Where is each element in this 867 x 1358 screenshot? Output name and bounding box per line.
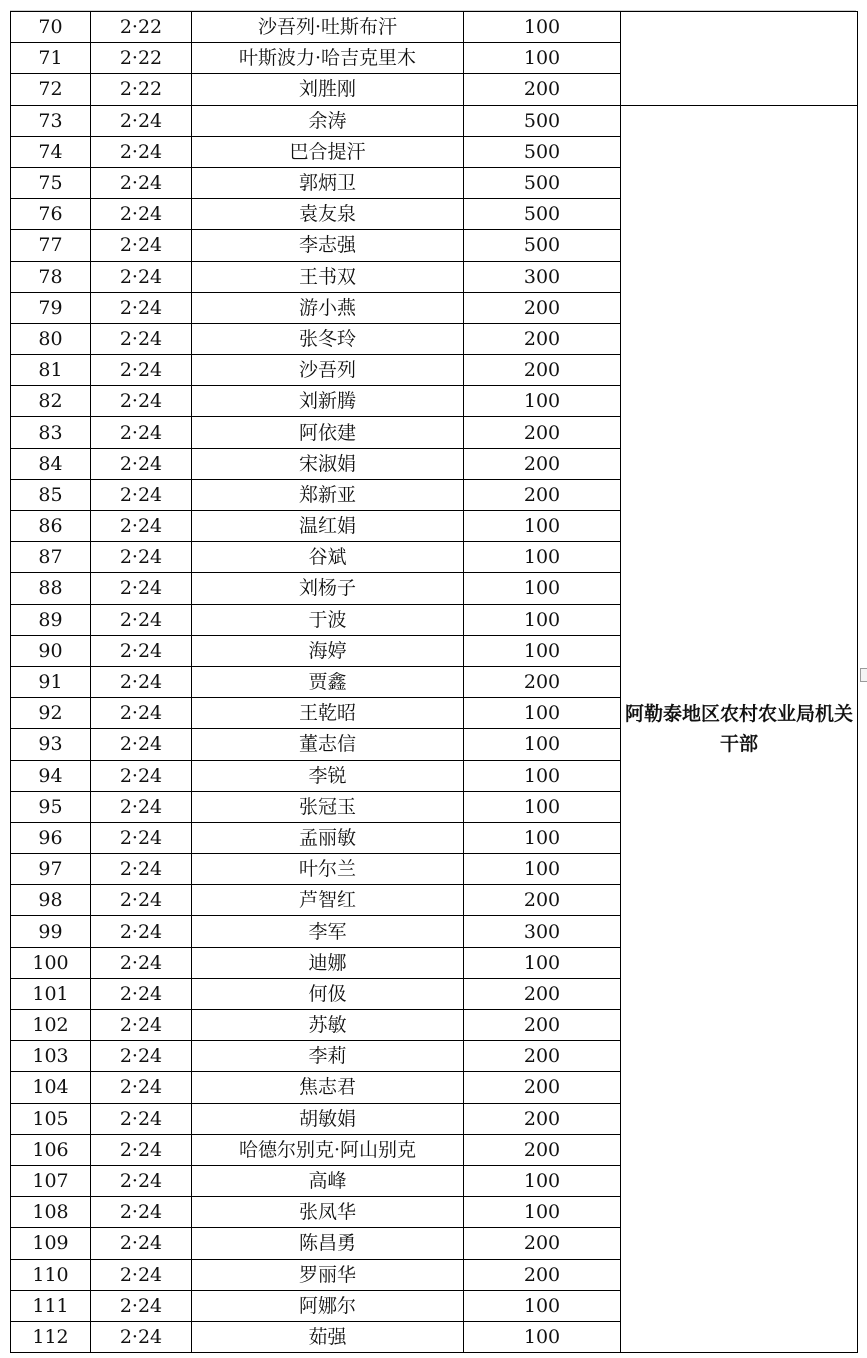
row-number: 88 — [11, 573, 91, 604]
row-name: 刘杨子 — [192, 573, 464, 604]
row-amount: 200 — [464, 74, 621, 105]
row-name: 郭炳卫 — [192, 167, 464, 198]
row-name: 谷斌 — [192, 542, 464, 573]
row-date: 2·24 — [91, 822, 192, 853]
row-amount: 100 — [464, 729, 621, 760]
row-amount: 100 — [464, 573, 621, 604]
row-name: 袁友泉 — [192, 199, 464, 230]
row-amount: 100 — [464, 604, 621, 635]
row-number: 87 — [11, 542, 91, 573]
row-date: 2·22 — [91, 43, 192, 74]
group-department — [621, 12, 858, 106]
row-name: 张冠玉 — [192, 791, 464, 822]
row-name: 高峰 — [192, 1165, 464, 1196]
row-date: 2·24 — [91, 261, 192, 292]
row-amount: 200 — [464, 448, 621, 479]
row-number: 112 — [11, 1321, 91, 1352]
row-date: 2·24 — [91, 1041, 192, 1072]
row-amount: 200 — [464, 885, 621, 916]
row-date: 2·24 — [91, 1165, 192, 1196]
row-amount: 500 — [464, 167, 621, 198]
table-row — [11, 12, 858, 43]
row-number: 71 — [11, 43, 91, 74]
row-number: 70 — [11, 12, 91, 43]
row-number: 77 — [11, 230, 91, 261]
row-date: 2·24 — [91, 916, 192, 947]
donation-table-body — [11, 12, 858, 1353]
row-name: 巴合提汗 — [192, 136, 464, 167]
row-number: 78 — [11, 261, 91, 292]
row-number: 73 — [11, 105, 91, 136]
row-date: 2·24 — [91, 417, 192, 448]
row-number: 98 — [11, 885, 91, 916]
row-number: 104 — [11, 1072, 91, 1103]
row-amount: 200 — [464, 417, 621, 448]
row-amount: 500 — [464, 136, 621, 167]
row-name: 李锐 — [192, 760, 464, 791]
row-amount: 300 — [464, 261, 621, 292]
row-name: 沙吾列·吐斯布汗 — [192, 12, 464, 43]
row-name: 迪娜 — [192, 947, 464, 978]
row-name: 哈德尔别克·阿山别克 — [192, 1134, 464, 1165]
row-name: 阿娜尔 — [192, 1290, 464, 1321]
row-number: 95 — [11, 791, 91, 822]
donation-table — [10, 11, 858, 1353]
row-name: 王乾昭 — [192, 698, 464, 729]
row-date: 2·22 — [91, 74, 192, 105]
row-number: 83 — [11, 417, 91, 448]
row-name: 贾鑫 — [192, 666, 464, 697]
row-number: 72 — [11, 74, 91, 105]
row-name: 李军 — [192, 916, 464, 947]
row-number: 101 — [11, 978, 91, 1009]
row-amount: 500 — [464, 230, 621, 261]
row-name: 茹强 — [192, 1321, 464, 1352]
row-amount: 200 — [464, 1103, 621, 1134]
row-date: 2·24 — [91, 136, 192, 167]
row-date: 2·24 — [91, 760, 192, 791]
row-date: 2·24 — [91, 292, 192, 323]
row-date: 2·24 — [91, 698, 192, 729]
row-amount: 200 — [464, 1259, 621, 1290]
row-name: 芦智红 — [192, 885, 464, 916]
row-amount: 200 — [464, 1041, 621, 1072]
row-date: 2·24 — [91, 791, 192, 822]
row-date: 2·24 — [91, 199, 192, 230]
row-date: 2·24 — [91, 323, 192, 354]
row-number: 81 — [11, 355, 91, 386]
row-amount: 100 — [464, 542, 621, 573]
row-name: 焦志君 — [192, 1072, 464, 1103]
row-name: 罗丽华 — [192, 1259, 464, 1290]
table-row — [11, 105, 858, 136]
row-number: 86 — [11, 511, 91, 542]
row-date: 2·24 — [91, 167, 192, 198]
row-number: 99 — [11, 916, 91, 947]
row-number: 80 — [11, 323, 91, 354]
row-amount: 200 — [464, 978, 621, 1009]
row-amount: 100 — [464, 698, 621, 729]
row-number: 93 — [11, 729, 91, 760]
row-name: 余涛 — [192, 105, 464, 136]
row-number: 105 — [11, 1103, 91, 1134]
row-name: 叶尔兰 — [192, 854, 464, 885]
row-amount: 100 — [464, 1165, 621, 1196]
row-amount: 100 — [464, 43, 621, 74]
row-date: 2·24 — [91, 1072, 192, 1103]
row-name: 孟丽敏 — [192, 822, 464, 853]
row-number: 110 — [11, 1259, 91, 1290]
row-date: 2·24 — [91, 105, 192, 136]
row-name: 温红娟 — [192, 511, 464, 542]
row-date: 2·24 — [91, 854, 192, 885]
edge-handle-icon[interactable] — [860, 668, 867, 682]
row-number: 92 — [11, 698, 91, 729]
row-name: 胡敏娟 — [192, 1103, 464, 1134]
row-name: 于波 — [192, 604, 464, 635]
row-amount: 100 — [464, 947, 621, 978]
row-amount: 100 — [464, 511, 621, 542]
row-number: 91 — [11, 666, 91, 697]
row-date: 2·24 — [91, 666, 192, 697]
row-name: 游小燕 — [192, 292, 464, 323]
row-date: 2·24 — [91, 1259, 192, 1290]
row-amount: 200 — [464, 1134, 621, 1165]
row-amount: 200 — [464, 1072, 621, 1103]
row-name: 沙吾列 — [192, 355, 464, 386]
row-date: 2·24 — [91, 1321, 192, 1352]
row-date: 2·24 — [91, 386, 192, 417]
row-amount: 100 — [464, 854, 621, 885]
row-number: 89 — [11, 604, 91, 635]
row-amount: 100 — [464, 386, 621, 417]
row-number: 79 — [11, 292, 91, 323]
row-amount: 100 — [464, 1290, 621, 1321]
row-date: 2·24 — [91, 1197, 192, 1228]
row-amount: 200 — [464, 323, 621, 354]
row-amount: 100 — [464, 760, 621, 791]
row-amount: 200 — [464, 479, 621, 510]
row-number: 94 — [11, 760, 91, 791]
row-number: 76 — [11, 199, 91, 230]
row-date: 2·24 — [91, 885, 192, 916]
row-name: 李莉 — [192, 1041, 464, 1072]
row-number: 111 — [11, 1290, 91, 1321]
row-date: 2·24 — [91, 978, 192, 1009]
row-number: 97 — [11, 854, 91, 885]
row-date: 2·24 — [91, 1290, 192, 1321]
row-number: 90 — [11, 635, 91, 666]
row-amount: 500 — [464, 105, 621, 136]
row-name: 张凤华 — [192, 1197, 464, 1228]
row-amount: 100 — [464, 822, 621, 853]
row-date: 2·24 — [91, 511, 192, 542]
row-amount: 500 — [464, 199, 621, 230]
row-amount: 200 — [464, 1228, 621, 1259]
row-amount: 200 — [464, 666, 621, 697]
row-name: 王书双 — [192, 261, 464, 292]
row-date: 2·24 — [91, 355, 192, 386]
row-number: 107 — [11, 1165, 91, 1196]
row-name: 董志信 — [192, 729, 464, 760]
row-number: 108 — [11, 1197, 91, 1228]
row-number: 106 — [11, 1134, 91, 1165]
row-date: 2·24 — [91, 448, 192, 479]
row-amount: 100 — [464, 1321, 621, 1352]
row-name: 叶斯波力·哈吉克里木 — [192, 43, 464, 74]
row-date: 2·24 — [91, 230, 192, 261]
row-date: 2·24 — [91, 729, 192, 760]
row-name: 郑新亚 — [192, 479, 464, 510]
row-number: 96 — [11, 822, 91, 853]
row-date: 2·24 — [91, 1103, 192, 1134]
row-amount: 200 — [464, 1010, 621, 1041]
row-name: 何伋 — [192, 978, 464, 1009]
row-number: 100 — [11, 947, 91, 978]
row-amount: 100 — [464, 791, 621, 822]
row-name: 刘胜刚 — [192, 74, 464, 105]
row-amount: 300 — [464, 916, 621, 947]
row-amount: 200 — [464, 355, 621, 386]
row-date: 2·24 — [91, 573, 192, 604]
row-date: 2·24 — [91, 1010, 192, 1041]
row-date: 2·24 — [91, 604, 192, 635]
row-name: 宋淑娟 — [192, 448, 464, 479]
row-number: 84 — [11, 448, 91, 479]
row-number: 109 — [11, 1228, 91, 1259]
row-name: 李志强 — [192, 230, 464, 261]
row-number: 103 — [11, 1041, 91, 1072]
row-date: 2·22 — [91, 12, 192, 43]
row-date: 2·24 — [91, 947, 192, 978]
row-number: 85 — [11, 479, 91, 510]
row-amount: 200 — [464, 292, 621, 323]
row-number: 82 — [11, 386, 91, 417]
row-date: 2·24 — [91, 635, 192, 666]
row-date: 2·24 — [91, 1228, 192, 1259]
row-name: 陈昌勇 — [192, 1228, 464, 1259]
group-department: 阿勒泰地区农村农业局机关干部 — [621, 105, 858, 1353]
row-name: 海婷 — [192, 635, 464, 666]
row-number: 102 — [11, 1010, 91, 1041]
row-name: 苏敏 — [192, 1010, 464, 1041]
row-date: 2·24 — [91, 542, 192, 573]
row-amount: 100 — [464, 635, 621, 666]
row-name: 刘新腾 — [192, 386, 464, 417]
row-date: 2·24 — [91, 479, 192, 510]
row-number: 74 — [11, 136, 91, 167]
row-amount: 100 — [464, 1197, 621, 1228]
row-name: 张冬玲 — [192, 323, 464, 354]
row-date: 2·24 — [91, 1134, 192, 1165]
row-number: 75 — [11, 167, 91, 198]
row-amount: 100 — [464, 12, 621, 43]
row-name: 阿依建 — [192, 417, 464, 448]
